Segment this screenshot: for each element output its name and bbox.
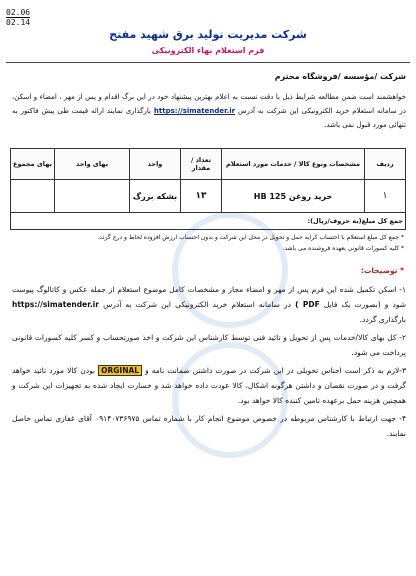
intro-text-before: خواهشمند است ضمن مطالعه شرایط ذیل با دقت نسبت به اعلام بهترین پیشنهاد خود در این برگ اقدام و پس از مهر ، امضاء و اسکن، در سامانه استعلام خرید الکترونیکی این شرکت به آدرس: [12, 93, 407, 115]
total-row: [11, 213, 406, 230]
col-qty-header: تعداد / مقدار: [181, 149, 222, 180]
notes-block: [12, 232, 404, 254]
cell-unit-price[interactable]: [55, 180, 130, 213]
col-total-header: بهای مجموع: [11, 149, 55, 180]
simatender-link[interactable]: https://simatender.ir: [153, 107, 236, 115]
term-1-before: ۱- اسکن تکمیل شده این فرم پس از مهر و امضاء مجاز و مشخصات کامل موضوع استعلام از جمله عکس و کاتالوگ پیوست شود و (بصورت یک فایل: [12, 285, 406, 309]
form-code-top: 02.06: [6, 8, 31, 17]
col-unit-price-header: بهای واحد: [55, 149, 130, 180]
term-1-pdf: PDF ): [295, 300, 320, 309]
cell-desc: خرید روغن HB 125: [222, 180, 365, 213]
term-1-link[interactable]: https://simatender.ir: [12, 300, 99, 309]
terms-block: [12, 282, 406, 444]
cell-unit: بشکه بزرگ: [130, 180, 181, 213]
note-item: * جمع کل مبلغ استعلام با احتساب کرایه حمل و تحویل در محل این شرکت و بدون احتساب ارزش افزوده لحاظ و درج گردد.: [97, 234, 404, 241]
company-title: شرکت مدیریت تولید برق شهید مفتح: [109, 28, 307, 41]
form-code-bottom: 02.14: [6, 18, 31, 27]
term-1-after: بارگذاری گردد.: [359, 315, 406, 324]
term-3-before: ۳-لازم به ذکر است اجناس تحویلی در این شرکت در صورت داشتن ضمانت نامه و: [145, 366, 406, 375]
term-3-after: بودن کالا مورد تائید خواهد گرفت و در صورت نقصان و داشتن هرگونه اشکال، کالا عودت داده خواهد شد و خسارت ایجاد شده به تجهیزات این شرکت و همچنین هزینه حمل برعهده تامین کننده کالا خواهد بود.: [12, 366, 406, 405]
cell-total[interactable]: [11, 180, 55, 213]
cell-row: ۱: [365, 180, 406, 213]
addressee-line: شرکت /مؤسسه /فروشگاه محترم: [274, 72, 406, 81]
form-code: [6, 8, 30, 27]
term-4: ۴- جهت ارتباط با کارشناس مربوطه در خصوص موضوع انجام کار با شماره تماس ۰۹۱۴۰۷۳۶۹۷۵ آقای غفاری تماس حاصل نمایند.: [12, 414, 407, 438]
term-1-mid: در سامانه استعلام خرید الکترونیکی این شرکت به آدرس: [103, 300, 291, 309]
form-subtitle: فرم استعلام بهاء الکترونیکی: [151, 46, 265, 55]
intro-paragraph: [12, 90, 406, 132]
term-2: ۲- کل بهای کالا/خدمات پس از تحویل و تائید فنی توسط کارشناس این شرکت و اخذ صورتحساب و کسر کلیه کسورات قانونی پرداخت می شود.: [12, 333, 406, 357]
intro-text-after: بارگذاری نمایند ارائه قیمت طی پیش فاکتور به تنهائی مورد قبول نمی باشد.: [12, 107, 406, 129]
col-unit-header: واحد: [130, 149, 181, 180]
terms-title: * توضیحات:: [360, 266, 404, 275]
total-label: جمع کل مبلغ(به حروف/ریال):: [11, 213, 406, 230]
col-row-header: ردیف: [365, 149, 406, 180]
cell-qty: ۱۳: [181, 180, 222, 213]
original-highlight-badge: ORGINAL: [98, 365, 142, 376]
table-row: [11, 180, 406, 213]
col-desc-header: مشخصات ونوع کالا / خدمات مورد استعلام: [222, 149, 365, 180]
term-1: [12, 282, 406, 327]
header-divider: [6, 62, 410, 63]
items-table: [10, 148, 406, 230]
note-item: * کلیه کسورات قانونی بعهده فروشنده می باشد.: [282, 245, 404, 252]
term-3: [12, 363, 406, 408]
table-header-row: [11, 149, 406, 180]
